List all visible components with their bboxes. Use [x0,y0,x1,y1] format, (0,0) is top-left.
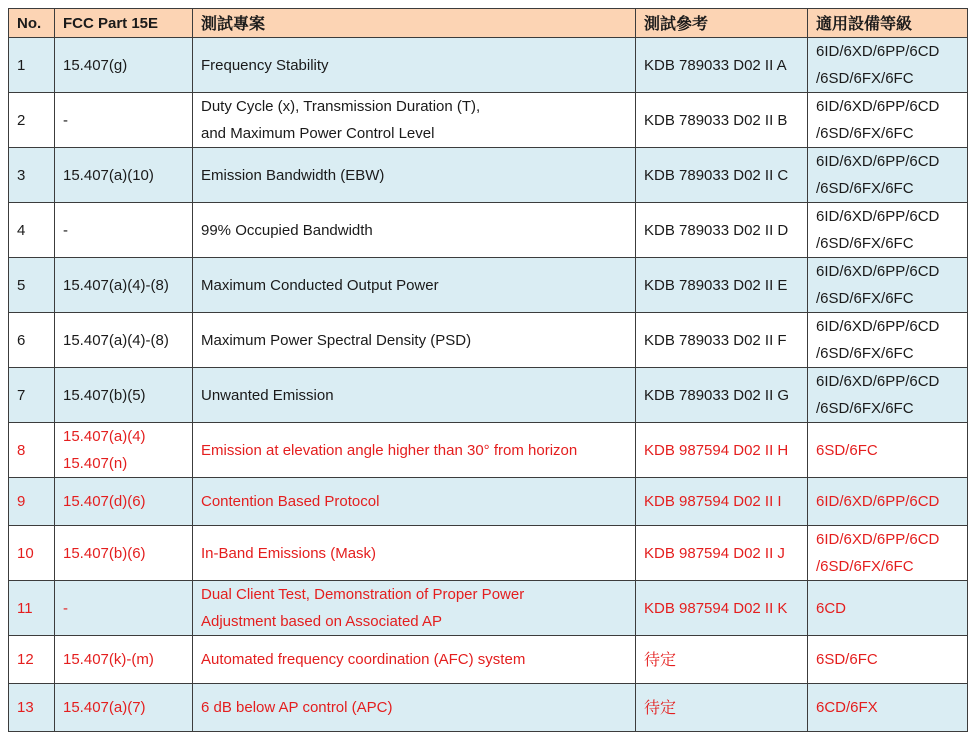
fcc-part-line: 15.407(a)(4)-(8) [63,331,169,349]
device-class-cell [808,368,968,423]
device-class-cell [808,423,968,478]
fcc-part-line: - [63,599,68,617]
fcc-part-cell [55,38,193,93]
row-number: 12 [9,636,55,684]
row-number: 7 [9,368,55,423]
table-row [9,581,968,636]
device-class-cell [808,526,968,581]
device-class-line: 6ID/6XD/6PP/6CD [816,208,940,225]
fcc-part-line: - [63,111,68,129]
fcc-part-line: 15.407(n) [63,455,128,472]
device-class-line: 6ID/6XD/6PP/6CD [816,153,940,170]
device-class-cell [808,258,968,313]
test-reference-cell: KDB 789033 D02 II D [636,203,808,258]
device-class-line: /6SD/6FX/6FC [816,558,914,575]
fcc-part-cell [55,581,193,636]
table-row [9,203,968,258]
test-item-line: Dual Client Test, Demonstration of Proper Power [201,586,525,603]
test-item-cell [193,478,636,526]
test-item-cell [193,636,636,684]
device-class-cell [808,148,968,203]
test-item-line: Maximum Conducted Output Power [201,276,439,294]
device-class-line: /6SD/6FX/6FC [816,70,914,87]
device-class-line: /6SD/6FX/6FC [816,400,914,417]
test-item-cell [193,684,636,732]
device-class-cell [808,581,968,636]
fcc-part-line: - [63,221,68,239]
test-item-cell [193,581,636,636]
test-reference-cell: KDB 987594 D02 II H [636,423,808,478]
test-item-line: Automated frequency coordination (AFC) system [201,651,526,668]
test-item-line: Unwanted Emission [201,386,334,404]
fcc-part-line: 15.407(k)-(m) [63,651,154,668]
row-number: 8 [9,423,55,478]
row-number: 5 [9,258,55,313]
test-item-cell [193,148,636,203]
table-row [9,368,968,423]
header-fcc-part: FCC Part 15E [55,9,193,38]
test-reference-cell: KDB 789033 D02 II E [636,258,808,313]
test-reference-cell: KDB 987594 D02 II J [636,526,808,581]
test-item-line: Emission at elevation angle higher than 30° from horizon [201,441,578,459]
device-class-line: 6CD/6FX [816,699,878,716]
device-class-line: 6CD [816,599,847,617]
table-row [9,684,968,732]
test-item-line: Frequency Stability [201,56,329,74]
header-test-item: 測試專案 [193,9,636,38]
device-class-line: 6ID/6XD/6PP/6CD [816,318,940,335]
test-item-line: In-Band Emissions (Mask) [201,544,377,562]
fcc-part-cell [55,203,193,258]
device-class-line: /6SD/6FX/6FC [816,290,914,307]
table-row [9,526,968,581]
test-reference-cell: KDB 789033 D02 II C [636,148,808,203]
fcc-part-line: 15.407(b)(6) [63,544,146,562]
fcc-part-cell [55,258,193,313]
device-class-cell [808,38,968,93]
test-item-cell [193,423,636,478]
table-row [9,148,968,203]
fcc-part-cell [55,148,193,203]
fcc-part-cell [55,684,193,732]
row-number: 9 [9,478,55,526]
test-reference-cell: 待定 [636,684,808,732]
device-class-cell [808,93,968,148]
fcc-part-line: 15.407(b)(5) [63,386,146,404]
row-number: 1 [9,38,55,93]
test-item-line: Emission Bandwidth (EBW) [201,166,385,184]
test-item-line: 6 dB below AP control (APC) [201,699,393,716]
header-test-reference: 測試參考 [636,9,808,38]
test-reference-cell: KDB 789033 D02 II G [636,368,808,423]
test-items-table [8,8,968,732]
row-number: 13 [9,684,55,732]
test-item-cell [193,526,636,581]
row-number: 10 [9,526,55,581]
device-class-line: /6SD/6FX/6FC [816,125,914,142]
device-class-cell [808,684,968,732]
device-class-line: 6ID/6XD/6PP/6CD [816,493,940,510]
row-number: 3 [9,148,55,203]
device-class-line: 6ID/6XD/6PP/6CD [816,98,940,115]
device-class-line: 6ID/6XD/6PP/6CD [816,531,940,548]
header-no: No. [9,9,55,38]
test-item-cell [193,258,636,313]
device-class-line: /6SD/6FX/6FC [816,235,914,252]
table-row [9,478,968,526]
test-item-line: Duty Cycle (x), Transmission Duration (T), [201,98,481,115]
header-row [9,9,968,38]
test-item-line: Contention Based Protocol [201,493,380,510]
fcc-part-line: 15.407(a)(4) [63,428,146,445]
test-item-cell [193,38,636,93]
table-row [9,636,968,684]
test-item-line: Maximum Power Spectral Density (PSD) [201,331,472,349]
row-number: 11 [9,581,55,636]
device-class-cell [808,313,968,368]
test-item-cell [193,368,636,423]
test-reference-cell: KDB 987594 D02 II I [636,478,808,526]
device-class-cell [808,478,968,526]
fcc-part-cell [55,313,193,368]
fcc-part-line: 15.407(a)(7) [63,699,146,716]
row-number: 2 [9,93,55,148]
test-reference-cell: KDB 789033 D02 II A [636,38,808,93]
device-class-line: 6ID/6XD/6PP/6CD [816,263,940,280]
device-class-cell [808,636,968,684]
table-row [9,423,968,478]
fcc-part-line: 15.407(a)(10) [63,166,154,184]
fcc-part-cell [55,526,193,581]
device-class-cell [808,203,968,258]
test-item-line: Adjustment based on Associated AP [201,613,442,630]
test-reference-cell: KDB 987594 D02 II K [636,581,808,636]
test-reference-cell: KDB 789033 D02 II B [636,93,808,148]
test-item-line: and Maximum Power Control Level [201,125,435,142]
device-class-line: 6ID/6XD/6PP/6CD [816,373,940,390]
row-number: 6 [9,313,55,368]
fcc-part-cell [55,636,193,684]
test-reference-cell: 待定 [636,636,808,684]
fcc-part-line: 15.407(a)(4)-(8) [63,276,169,294]
device-class-line: /6SD/6FX/6FC [816,180,914,197]
fcc-part-cell [55,93,193,148]
device-class-line: 6ID/6XD/6PP/6CD [816,43,940,60]
test-item-cell [193,93,636,148]
fcc-part-line: 15.407(g) [63,56,128,74]
row-number: 4 [9,203,55,258]
fcc-part-cell [55,478,193,526]
test-item-cell [193,203,636,258]
table-row [9,38,968,93]
test-reference-cell: KDB 789033 D02 II F [636,313,808,368]
header-device-class: 適用設備等級 [808,9,968,38]
test-item-line: 99% Occupied Bandwidth [201,221,373,239]
fcc-part-cell [55,423,193,478]
table-row [9,258,968,313]
table-row [9,313,968,368]
device-class-line: 6SD/6FC [816,441,878,459]
fcc-part-cell [55,368,193,423]
device-class-line: 6SD/6FC [816,651,878,668]
device-class-line: /6SD/6FX/6FC [816,345,914,362]
table-row [9,93,968,148]
test-item-cell [193,313,636,368]
fcc-part-line: 15.407(d)(6) [63,493,146,510]
